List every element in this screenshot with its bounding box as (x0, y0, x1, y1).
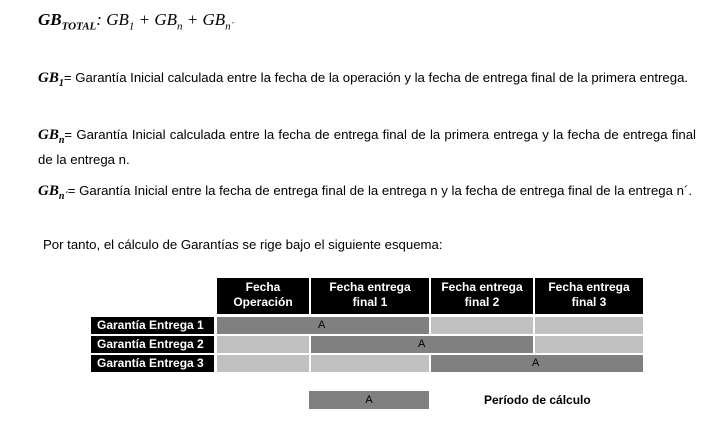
formula-lhs: $GB_{TOTAL}$ (38, 10, 97, 33)
row-label-entrega-3: Garantía Entrega 3 (91, 355, 214, 372)
header-fecha-operacion: Fecha Operación (217, 278, 309, 314)
empty-cell (431, 317, 533, 334)
formula-term-3: $GB_{n´}$ (202, 10, 235, 33)
intro-text: Por tanto, el cálculo de Garantías se rige bajo el siguiente esquema: (43, 237, 443, 252)
period-bar-entrega-2: A (311, 336, 533, 353)
empty-cell (217, 336, 309, 353)
empty-cell (535, 317, 643, 334)
formula-term-2: $GB_n$ (154, 10, 183, 33)
header-fecha-entrega-3: Fecha entrega final 3 (535, 278, 643, 314)
legend-label: Período de cálculo (484, 393, 591, 407)
header-fecha-entrega-2: Fecha entrega final 2 (431, 278, 533, 314)
empty-cell (311, 355, 429, 372)
definition-gb1: $GB_1=$ Garantía Inicial calculada entre la fecha de la operación y la fecha de entrega final de la primera entrega. (38, 70, 689, 89)
row-label-entrega-1: Garantía Entrega 1 (91, 317, 214, 334)
definition-gbn-prime: $GB_{n´}=$ Garantía Inicial entre la fecha de entrega final de la entrega n y la fecha de entrega final de la entrega n´. (38, 183, 693, 202)
period-bar-entrega-1: A (217, 317, 429, 334)
legend-swatch: A (309, 391, 429, 409)
header-fecha-entrega-1: Fecha entrega final 1 (311, 278, 429, 314)
row-label-entrega-2: Garantía Entrega 2 (91, 336, 214, 353)
formula-term-1: $GB_1$ (106, 10, 135, 33)
period-bar-entrega-3: A (431, 355, 643, 372)
empty-cell (217, 355, 309, 372)
empty-cell (535, 336, 643, 353)
definition-gbn: $GB_n=$ Garantía Inicial calculada entre la fecha de entrega final de la primera entrega y la fecha de entrega final de la entrega n. (38, 127, 696, 167)
total-formula: $GB_{TOTAL}$: $GB_1 + GB_n + GB_{n´}$ (38, 10, 235, 33)
